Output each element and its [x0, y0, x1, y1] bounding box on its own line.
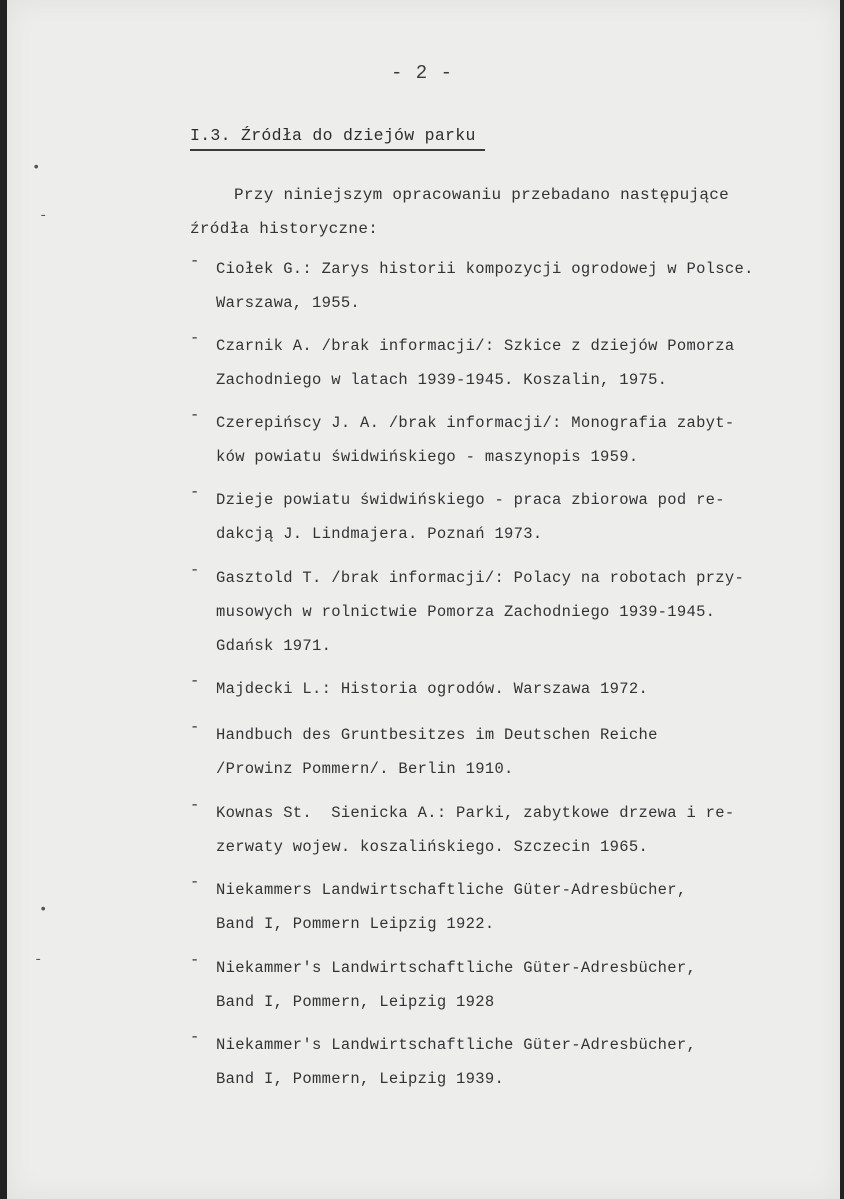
reference-line: Gasztold T. /brak informacji/: Polacy na robotach przy-	[216, 569, 745, 587]
list-dash: -	[190, 796, 200, 814]
reference-line: Band I, Pommern, Leipzig 1939.	[216, 1070, 505, 1088]
intro-line: Przy niniejszym opracowaniu przebadano następujące	[234, 186, 730, 204]
reference-line: Czerepińscy J. A. /brak informacji/: Monografia zabyt-	[216, 414, 735, 432]
reference-line: zerwaty wojew. koszalińskiego. Szczecin 1965.	[216, 838, 649, 856]
reference-line: Dzieje powiatu świdwińskiego - praca zbiorowa pod re-	[216, 491, 725, 509]
list-dash: -	[190, 561, 200, 579]
reference-line: Band I, Pommern, Leipzig 1928	[216, 993, 495, 1011]
list-dash: -	[190, 672, 200, 690]
reference-line: Niekammers Landwirtschaftliche Güter-Adresbücher,	[216, 881, 687, 899]
reference-line: Ciołek G.: Zarys historii kompozycji ogrodowej w Polsce.	[216, 260, 754, 278]
reference-item	[190, 718, 800, 786]
reference-line: Niekammer's Landwirtschaftliche Güter-Adresbücher,	[216, 959, 697, 977]
reference-line: /Prowinz Pommern/. Berlin 1910.	[216, 760, 514, 778]
reference-item	[190, 672, 800, 706]
list-dash: -	[190, 252, 200, 270]
list-dash: -	[190, 483, 200, 501]
reference-line: Handbuch des Gruntbesitzes im Deutschen Reiche	[216, 726, 658, 744]
reference-line: Band I, Pommern Leipzig 1922.	[216, 915, 495, 933]
reference-item	[190, 796, 800, 864]
section-heading: I.3. Źródła do dziejów parku	[190, 126, 485, 151]
list-dash: -	[190, 873, 200, 891]
reference-item	[190, 951, 800, 1019]
reference-item	[190, 561, 800, 663]
reference-line: Majdecki L.: Historia ogrodów. Warszawa 1972.	[216, 680, 649, 698]
margin-mark: •	[39, 902, 48, 918]
reference-item	[190, 252, 800, 320]
reference-line: Zachodniego w latach 1939-1945. Koszalin, 1975.	[216, 371, 668, 389]
intro-line: źródła historyczne:	[190, 220, 379, 238]
reference-item	[190, 483, 800, 551]
reference-line: Warszawa, 1955.	[216, 294, 361, 312]
list-dash: -	[190, 1028, 200, 1046]
reference-item	[190, 1028, 800, 1096]
reference-item	[190, 406, 800, 474]
list-dash: -	[190, 406, 200, 424]
intro-paragraph	[190, 178, 790, 246]
reference-line: dakcją J. Lindmajera. Poznań 1973.	[216, 525, 543, 543]
reference-line: Kownas St. Sienicka A.: Parki, zabytkowe drzewa i re-	[216, 804, 735, 822]
list-dash: -	[190, 329, 200, 347]
list-dash: -	[190, 951, 200, 969]
reference-item	[190, 873, 800, 941]
reference-line: Niekammer's Landwirtschaftliche Güter-Adresbücher,	[216, 1036, 697, 1054]
margin-mark: -	[39, 208, 48, 224]
page-number: - 2 -	[390, 62, 453, 84]
margin-mark: -	[34, 952, 43, 968]
reference-item	[190, 329, 800, 397]
reference-line: Gdańsk 1971.	[216, 637, 332, 655]
reference-line: Czarnik A. /brak informacji/: Szkice z dziejów Pomorza	[216, 337, 735, 355]
list-dash: -	[190, 718, 200, 736]
margin-mark: •	[32, 160, 41, 176]
reference-line: ków powiatu świdwińskiego - maszynopis 1959.	[216, 448, 639, 466]
reference-line: musowych w rolnictwie Pomorza Zachodniego 1939-1945.	[216, 603, 716, 621]
